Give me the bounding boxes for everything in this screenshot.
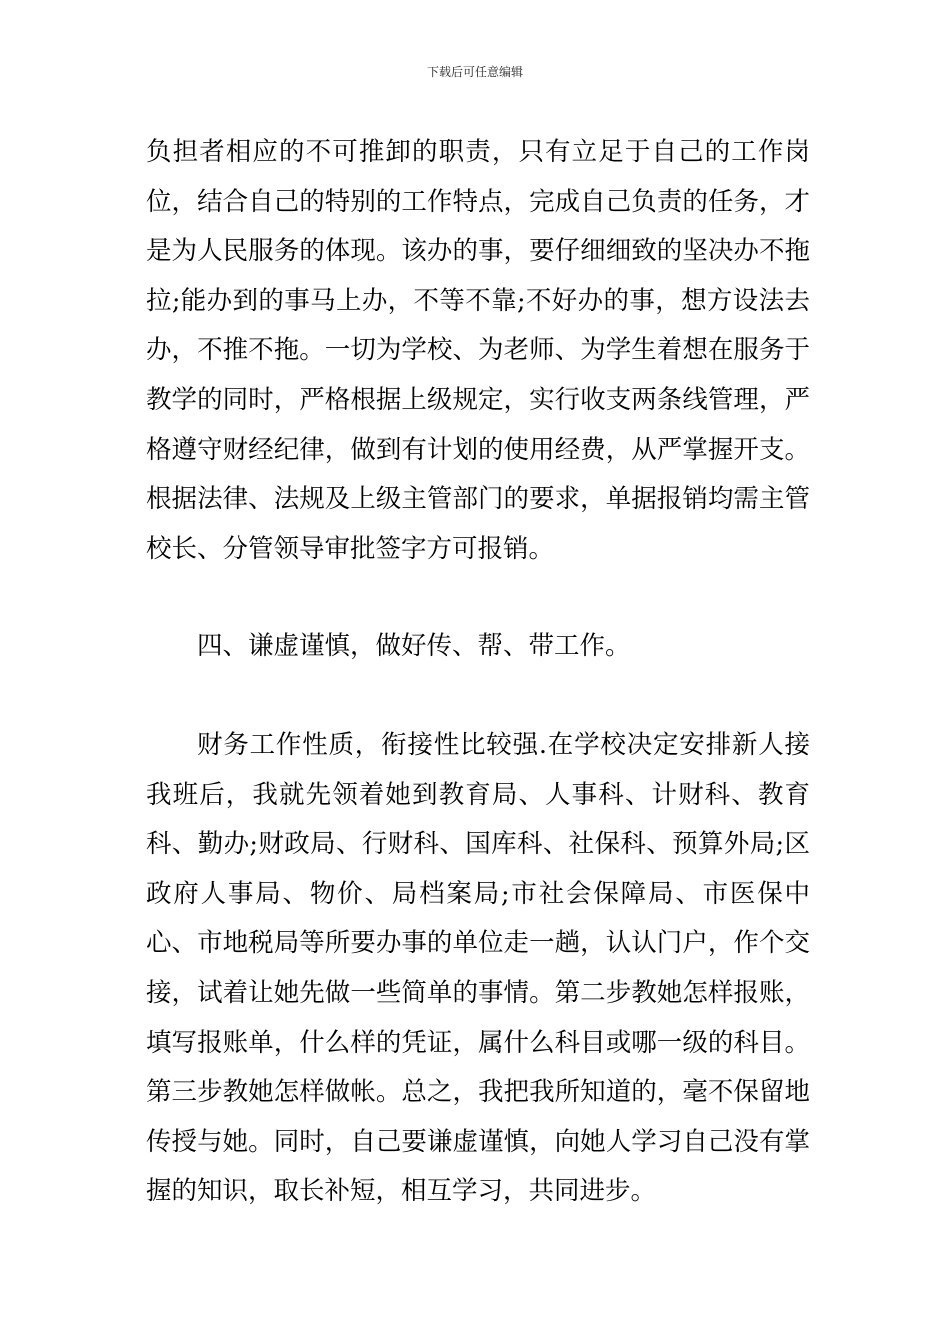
body-paragraph-handover: 财务工作性质，衔接性比较强.在学校决定安排新人接我班后，我就先领着她到教育局、人事科、计财科、教育科、勤办;财政局、行财科、国库科、社保科、预算外局;区政府人事局、物价、局档案局;市社会保障局、市医保中心、市地税局等所要办事的单位走一趟，认认门户，作个交接，试着让她先做一些简单的事情。第二步教她怎样报账，填写报账单，什么样的凭证，属什么科目或哪一级的科目。第三步教她怎样做帐。总之，我把我所知道的，毫不保留地传授与她。同时，自己要谦虚谨慎，向她人学习自己没有掌握的知识，取长补短，相互学习，共同进步。 bbox=[146, 730, 810, 1207]
body-paragraph-duties: 负担者相应的不可推卸的职责，只有立足于自己的工作岗位，结合自己的特别的工作特点，完成自己负责的任务，才是为人民服务的体现。该办的事，要仔细细致的坚决办不拖拉;能办到的事马上办，不等不靠;不好办的事，想方设法去办，不推不拖。一切为学校、为老师、为学生着想在服务于教学的同时，严格根据上级规定，实行收支两条线管理，严格遵守财经纪律，做到有计划的使用经费，从严掌握开支。根据法律、法规及上级主管部门的要求，单据报销均需主管校长、分管领导审批签字方可报销。 bbox=[146, 137, 810, 564]
page-header: 下载后可任意编辑 bbox=[426, 65, 523, 79]
section-heading-modesty: 四、谦虚谨慎，做好传、帮、带工作。 bbox=[197, 631, 631, 661]
